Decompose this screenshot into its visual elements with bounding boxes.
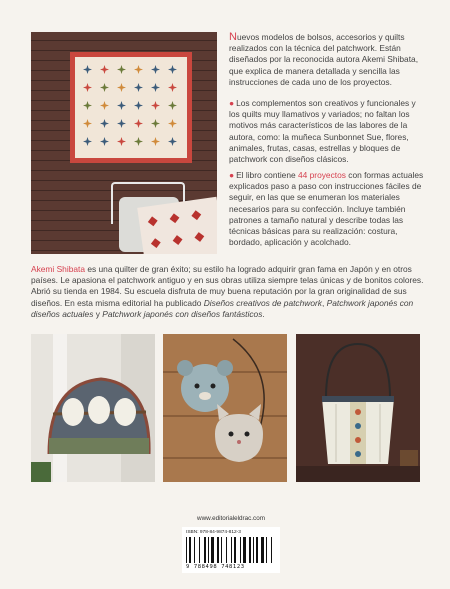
- bullet-point-1: [229, 98, 425, 165]
- quilt-star: [168, 101, 177, 110]
- barcode-bar: [204, 537, 206, 563]
- photo-patchwork-basket: [296, 334, 420, 482]
- quilt-star: [117, 65, 126, 74]
- barcode-bar: [217, 537, 219, 563]
- separator: .: [262, 308, 265, 319]
- brick-line: [31, 170, 217, 171]
- barcode-bar: [211, 537, 214, 563]
- quilt-star: [83, 137, 92, 146]
- book-title-2: Patchwork japonés con diseños actuales: [31, 297, 414, 319]
- separator: y: [93, 308, 103, 319]
- quilt-star: [117, 83, 126, 92]
- quilt-star: [100, 101, 109, 110]
- quilt-star: [134, 137, 143, 146]
- quilt-star: [100, 83, 109, 92]
- author-bio: es una quilter de gran éxito; su estilo ha logrado adquirir gran fama en Japón y en otros países. Le apasiona el patchwork antiguo y en sus obras utiliza siempre telas únicas y de bonitos colores. Abrió su tienda en 1984. Su escuela disfruta de muy buena reputación por la gran originalidad de sus diseños. En esta misma editorial ha publicado: [31, 264, 424, 308]
- barcode-bar: [199, 537, 200, 563]
- quilt-star: [83, 83, 92, 92]
- quilt-star: [117, 101, 126, 110]
- bullet-icon: ●: [229, 98, 235, 108]
- barcode-number: 9 788498 748123: [186, 564, 245, 570]
- brick-line: [31, 40, 217, 41]
- barcode-bar: [189, 537, 191, 563]
- barcode-bar: [240, 537, 241, 563]
- quilt-star: [117, 119, 126, 128]
- bullet-icon: ●: [229, 170, 235, 180]
- quilt-star: [100, 137, 109, 146]
- barcode-bar: [234, 537, 236, 563]
- publisher-website[interactable]: www.editorialeldrac.com: [197, 515, 265, 522]
- brick-line: [31, 50, 217, 51]
- quilt-star: [117, 137, 126, 146]
- pillow-star: [191, 210, 201, 220]
- projects-count: 44 proyectos: [297, 170, 346, 180]
- quilt-star: [100, 119, 109, 128]
- barcode-bar: [253, 537, 254, 563]
- pillow-star: [170, 213, 180, 223]
- quilt-star: [168, 65, 177, 74]
- quilt-star: [151, 101, 160, 110]
- intro-paragraph: [229, 32, 425, 88]
- quilt-star: [83, 65, 92, 74]
- barcode-bar: [266, 537, 267, 563]
- bullet-point-2: [229, 170, 425, 248]
- quilt-star: [168, 119, 177, 128]
- quilt-star: [134, 65, 143, 74]
- separator: ,: [321, 297, 327, 308]
- quilt-star: [83, 101, 92, 110]
- pillow-star: [173, 235, 183, 245]
- barcode-bar: [226, 537, 227, 563]
- star-quilt: [70, 52, 192, 163]
- star-pillow: [137, 197, 217, 254]
- barcode-bar: [231, 537, 232, 563]
- book-title-3: Patchwork japonés con diseños fantásticos: [102, 308, 263, 319]
- brick-line: [31, 180, 217, 181]
- quilt-star: [134, 119, 143, 128]
- barcode-bar: [256, 537, 258, 563]
- barcode-bar: [208, 537, 209, 563]
- drop-initial: N: [229, 31, 237, 43]
- bullet-2-post: con formas actuales explicados paso a paso con instrucciones fáciles de seguir, en las que se enumeran los materiales necesarios para su confección. Incluye también patrones a tamaño natural y describe todas las técnicas básicas para su realización: costura, bordado, aplicación y acolchado.: [229, 170, 424, 248]
- pillow-star: [151, 238, 161, 248]
- barcode-bar: [221, 537, 222, 563]
- barcode-bar: [249, 537, 251, 563]
- quilt-star: [151, 83, 160, 92]
- barcode-bar: [186, 537, 187, 563]
- pillow-star: [194, 232, 204, 242]
- pillow-star: [148, 216, 158, 226]
- photo-bird-tea-cozy: [31, 334, 155, 482]
- barcode-bar: [271, 537, 272, 563]
- quilt-star: [134, 101, 143, 110]
- bullet-2-pre: El libro contiene: [236, 170, 298, 180]
- quilt-star: [151, 65, 160, 74]
- book-title-1: Diseños creativos de patchwork: [203, 297, 322, 308]
- quilt-star: [83, 119, 92, 128]
- photo-animal-purses: [163, 334, 287, 482]
- author-name: Akemi Shibata: [31, 264, 85, 274]
- intro-text: uevos modelos de bolsos, accesorios y quilts realizados con la técnica del patchwork. Están diseñados por la reconocida autora Akemi Shibata, que explica de manera detallada y sencilla las instrucciones de cada uno de los proyectos.: [229, 32, 419, 87]
- cover-photo-quilt-wall: [31, 32, 217, 254]
- author-paragraph: [31, 264, 425, 320]
- isbn-text: ISBN: 978-84-9874-812-3: [186, 530, 241, 535]
- isbn-barcode: [182, 527, 280, 573]
- barcode-bars: [186, 537, 276, 563]
- barcode-bar: [261, 537, 264, 563]
- quilt-star: [168, 83, 177, 92]
- quilt-star: [134, 83, 143, 92]
- quilt-star: [168, 137, 177, 146]
- barcode-bar: [194, 537, 195, 563]
- quilt-star: [100, 65, 109, 74]
- quilt-star: [151, 119, 160, 128]
- bullet-1-text: Los complementos son creativos y funcionales y los quilts muy llamativos y variados; no faltan los motivos más característicos de las labores de la autora, como: la muñeca Sunbonnet Sue, flores, animales, frutas, casas, estrellas y bloques de patchwork con diseños clásicos.: [229, 98, 416, 165]
- quilt-star: [151, 137, 160, 146]
- barcode-bar: [243, 537, 246, 563]
